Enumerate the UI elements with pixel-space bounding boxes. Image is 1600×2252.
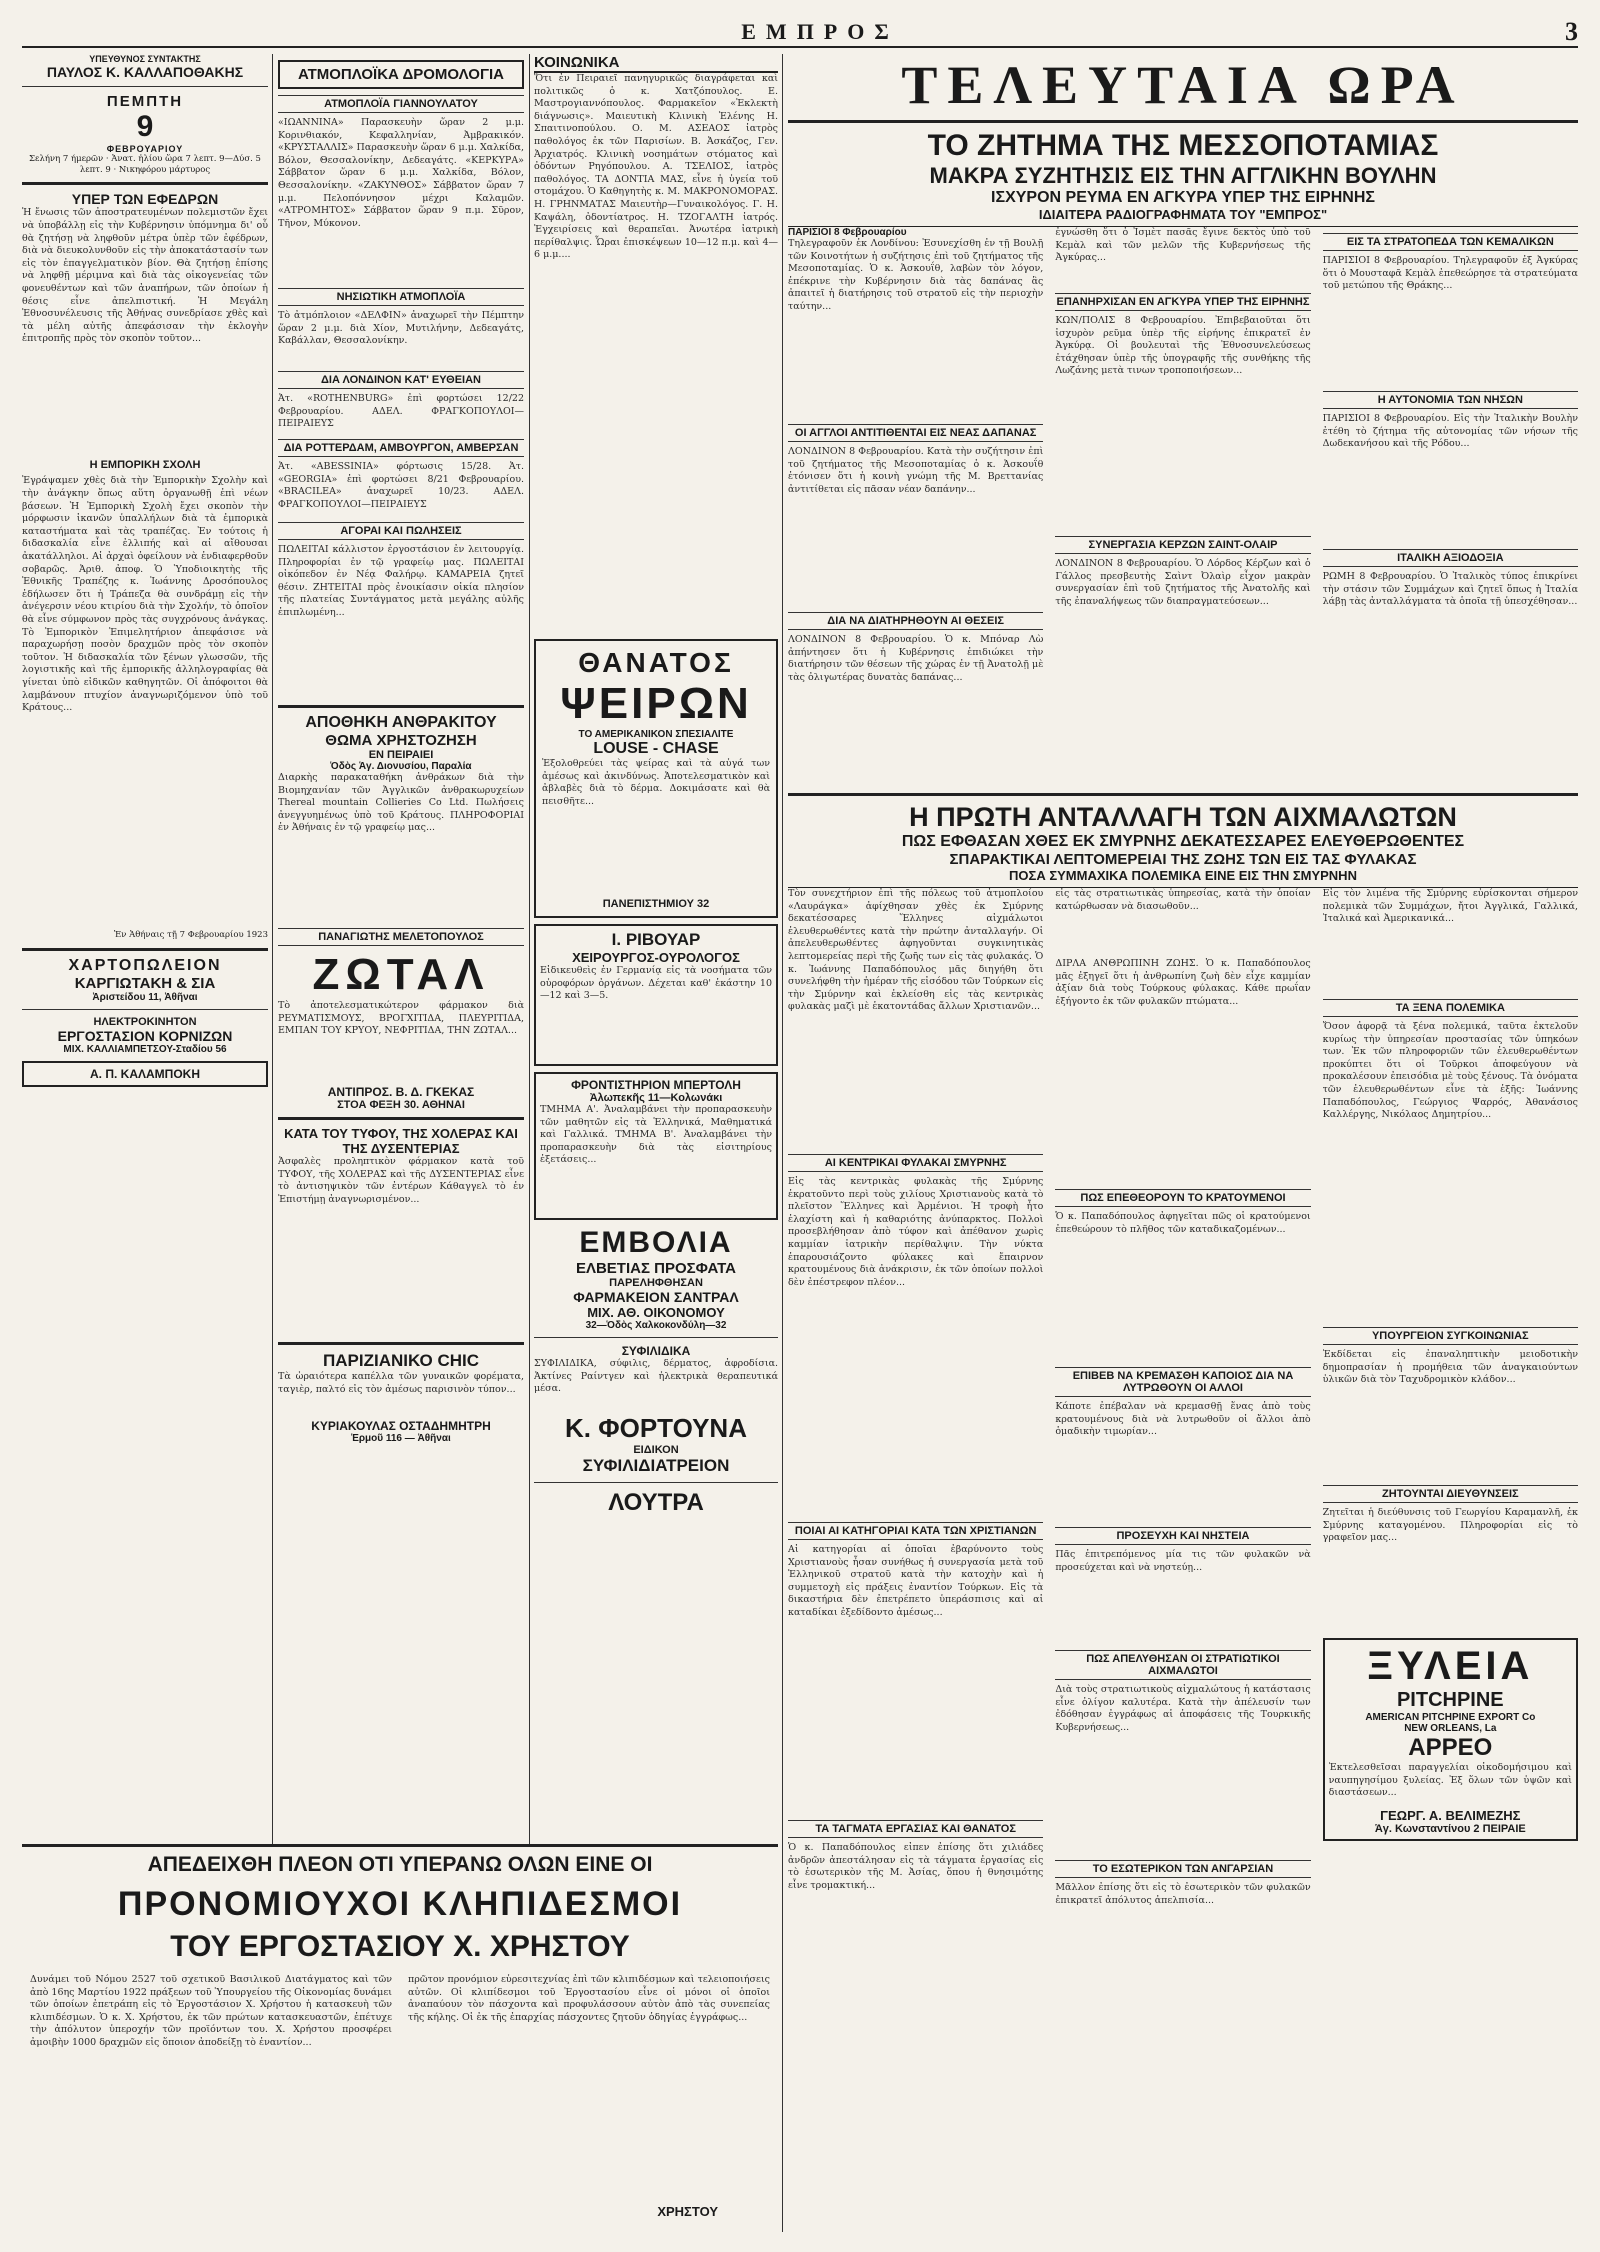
story2-b-intro: εἰς τὰς στρατιωτικὰς ὑπηρεσίας, κατὰ τὴν ὁποίαν κατώρθωσαν νὰ διασωθοῦν... [1055,888,1311,912]
news-b-body2: ΛΟΝΔΙΝΟΝ 8 Φεβρουαρίου. Ὁ Λόρδος Κέρζων καὶ ὁ Γάλλος πρεσβευτὴς Σαὶντ Ὀλαὶρ εἶχον μακρὰν συνεργασίαν ἐπὶ τοῦ ζητήματος τῆς Ἀνατολῆς καὶ τῆς ἐπαναλήψεως τῶν διαπραγματεύσεων... [1055,558,1311,607]
news-a-sub2: ΟΙ ΑΓΓΛΟΙ ΑΝΤΙΤΙΘΕΝΤΑΙ ΕΙΣ ΝΕΑΣ ΔΑΠΑΝΑΣ [788,424,1043,442]
story2-col-a [788,888,1043,2063]
story2-cols [788,888,1578,2063]
trade-text: ΠΩΛΕΙΤΑΙ κάλλιστον ἐργοστάσιον ἐν λειτουργίᾳ. Πληροφορίαι ἐν τῷ γραφείῳ μας. ΠΩΛΕΙΤΑΙ οἰκόπεδον ἐν Νέᾳ Φαλήρῳ. ΚΑΜΑΡΕΙΑ ζητεῖ θέσιν. ΖΗΤΕΙΤΑΙ πρὸς ἐνοικίασιν οἰκία πλησίον τῆς πλατείας Συντάγματος μετὰ μεγάλης αὐλῆς ἐπιπλωμένη... [278,544,524,618]
latest-news-cols [788,227,1578,787]
story2-col-b [1055,888,1310,2063]
news-b-sub2: ΣΥΝΕΡΓΑΣΙΑ ΚΕΡΖΩΝ ΣΑΙΝΤ-ΟΛΑΙΡ [1055,536,1310,554]
ad-doctor-name: Ι. ΡΙΒΟΥΑΡ [611,930,701,949]
shipping-title: ΑΤΜΟΠΛΟΪΚΑ ΔΡΟΜΟΛΟΓΙΑ [298,66,504,83]
story2-b-sub5: ΤΟ ΕΣΩΤΕΡΙΚΟΝ ΤΩΝ ΑΝΓΑΡΣΙΑΝ [1055,1860,1310,1878]
headline-4: ΙΔΙΑΙΤΕΡΑ ΡΑΔΙΟΓΡΑΦΗΜΑΤΑ ΤΟΥ "ΕΜΠΡΟΣ" [788,207,1578,227]
story2-c-sub3: ΖΗΤΟΥΝΤΑΙ ΔΙΕΥΘΥΝΣΕΙΣ [1323,1485,1578,1503]
news-c-sub2: Η ΑΥΤΟΝΟΜΙΑ ΤΩΝ ΝΗΣΩΝ [1323,391,1578,409]
story2-c-body2: Ἐκδίδεται εἰς ἐπαναληπτικὴν μειοδοτικὴν δημοπρασίαν ἡ προμήθεια τῶν ἀναγκαιούντων ὑλικῶν διὰ τὸν Ταχυδρομικὸν κλάδον... [1322,1349,1578,1386]
story2-h2: ΠΩΣ ΕΦΘΑΣΑΝ ΧΘΕΣ ΕΚ ΣΜΥΡΝΗΣ ΔΕΚΑΤΕΣΣΑΡΕΣ ΕΛΕΥΘΕΡΩΘΕΝΤΕΣ [901,833,1465,850]
ad-wood-name: ΓΕΩΡΓ. Α. ΒΕΛΙΜΕΖΗΣ [1380,1808,1521,1823]
ad-doctor-box [534,924,778,1066]
story2-h1: Η ΠΡΩΤΗ ΑΝΤΑΛΛΑΓΗ ΤΩΝ ΑΙΧΜΑΛΩΤΩΝ [909,802,1457,832]
ad-death-box [534,639,778,918]
ad-school-addr: Ἀλωπεκῆς 11—Κολωνάκι [589,1092,723,1104]
shipping-sub2: ΝΗΣΙΩΤΙΚΗ ΑΤΜΟΠΛΟΪΑ [278,288,524,306]
ad-zotal: ΖΩΤΑΛ [312,950,490,999]
ad-vacc-shop: ΦΑΡΜΑΚΕΙΟΝ ΣΑΝΤΡΑΛ [573,1289,739,1305]
section-body: Ἐγράψαμεν χθὲς διὰ τὴν Ἐμπορικὴν Σχολὴν καὶ τὴν ἀνάγκην ὅπως αὕτη ὀργανωθῇ ἐπὶ νέων βάσεων. Ἡ Ἐμπορικὴ Σχολὴ ἔχει σκοπὸν τὴν μόρφωσιν ἱκανῶν ὑπαλλήλων διὰ τὰ ἐμπορικὰ καταστήματα καὶ τὰς τραπέζας. Ἐν τούτοις ἡ διδασκαλία εἶνε ἐλλιπής καὶ αἱ αἴθουσαι ἀκατάλληλοι. Αἱ ἀρχαὶ ὀφείλουν νὰ ἐνδιαφερθοῦν σοβαρῶς. Ἀριθ. ἀποφ. Ὁ Ὑποδιοικητὴς τῆς Ἐθνικῆς Τραπέζης κ. Ἰωάννης Δροσόπουλος ἐδήλωσεν ὅτι ἡ Τράπεζα θὰ συνδράμῃ εἰς τὴν ἀνέγερσιν νέου κτιρίου διὰ τὴν Σχολήν, τὸ ὁποῖον θὰ εἶνε σύμφωνον πρὸς τὰς συγχρόνους ἀνάγκας. Τὸ Ἐμπορικὸν Ἐπιμελητήριον ἀπεφάσισε νὰ παραχωρήσῃ ποσὸν δραχμῶν πρὸς τὸν σκοπὸν τοῦτον. Ἡ διδασκαλία τῶν ξένων γλωσσῶν, τῆς λογιστικῆς καὶ τῆς ἐμπορικῆς ἀλληλογραφίας θὰ γίνεται ὑπὸ εἰδικῶν καθηγητῶν. Οἱ ἀπόφοιτοι θὰ λαμβάνουν πτυχίον ἀναγνωριζόμενον ὑπὸ τοῦ Κράτους... [22,475,268,714]
news-b-sub1: ΕΠΑΝΗΡΧΙΣΑΝ ΕΝ ΑΓΚΥΡΑ ΥΠΕΡ ΤΗΣ ΕΙΡΗΝΗΣ [1055,293,1310,311]
weekday: ΠΕΜΠΤΗ [106,93,184,110]
newspaper-name: ΕΜΠΡΟΣ [741,19,899,44]
ad-doctor-body: Εἰδικευθεὶς ἐν Γερμανίᾳ εἰς τὰ νοσήματα τῶν οὐροφόρων ὀργάνων. Δέχεται καθ' ἑκάστην 10—12 καὶ 3—5. [540,965,772,1002]
bottom-ad-text-left: Δυνάμει τοῦ Νόμου 2527 τοῦ σχετικοῦ Βασιλικοῦ Διατάγματος καὶ τῶν ἀπὸ 16ης Μαρτίου 1922 πράξεων τοῦ Ὑπουργείου τῆς Οἰκονομίας δυνάμει τῶν ὁποίων ἐπετράπη εἰς τὸ Ἐργοστάσιον Χ. Χρήστου ἡ κατασκευὴ τῶν κλιπιδέσμων. Ὁ κ. Χ. Χρήστου, ἐκ τῶν πρώτων κατασκευαστῶν, ἐπέτυχε τὴν ἀπόλυτον ὑπεροχήν τῶν προϊόντων του. Χ. Χρήστου προσφέρει ἀμοιβὴν 1000 δραχμῶν εἰς ὅποιον ἀποδείξῃ τὸ ἐναντίον... [30,1974,392,2048]
section-title: Η ΕΜΠΟΡΙΚΗ ΣΧΟΛΗ [89,459,201,472]
shipping-sub3: ΔΙΑ ΛΟΝΔΙΝΟΝ ΚΑΤ' ΕΥΘΕΙΑΝ [278,371,524,389]
ad-paper-name: ΚΑΡΓΙΩΤΑΚΗ & ΣΙΑ [74,974,216,992]
story2-a-sub1: ΑΙ ΚΕΝΤΡΙΚΑΙ ΦΥΛΑΚΑΙ ΣΜΥΡΝΗΣ [788,1154,1043,1172]
ad-fort-sub: ΕΙΔΙΚΟΝ [633,1444,679,1456]
ad-school-title: ΦΡΟΝΤΙΣΤΗΡΙΟΝ ΜΠΕΡΤΟΛΗ [571,1078,741,1092]
ad-paper-title: ΧΑΡΤΟΠΩΛΕΙΟΝ [68,956,222,974]
ad-coal-body: Διαρκὴς παρακαταθήκη ἀνθράκων διὰ τὴν Βιομηχανίαν τῶν Ἀγγλικῶν ἀνθρακωρυχείων Thereal mountain Collieries Co Ltd. Πωλήσεις ἀνεγγυημένως ὑπὸ τοῦ Κράτους. ΠΛΗΡΟΦΟΡΙΑΙ ἐν Ἀθήναις ἐν τῷ γραφείῳ μας... [278,772,524,834]
story2-b-body5: Μᾶλλον ἐπίσης ὅτι εἰς τὸ ἐσωτερικὸν τῶν φυλακῶν ἐπικρατεῖ ἀπόλυτος ἀπελπισία... [1055,1882,1311,1906]
story2-b-body4: Διὰ τοὺς στρατιωτικοὺς αἰχμαλώτους ἡ κατάστασις εἶνε ὀλίγον καλυτέρα. Κατὰ τὴν ἀπέλευσίν των ἐδόθησαν ἐγγράφως αἱ ἀποφάσεις τῆς Τουρκικῆς Κυβερνήσεως... [1055,1684,1311,1733]
ad-vacc-title: ΕΜΒΟΛΙΑ [579,1226,733,1259]
ad-wood-body: Ἐκτελεσθεῖσαι παραγγελίαι οἰκοδομήσιμου καὶ ναυπηγησίμου ξυλείας. Ἐξ ὅλων τῶν ὑψῶν καὶ διαστάσεων... [1328,1762,1572,1799]
ad-wood-sub: AMERICAN PITCHPINE EXPORT Co [1365,1712,1536,1723]
ad-death-big: ΨΕΙΡΩΝ [560,679,752,728]
shipping-box [278,60,524,89]
society-title: ΚΟΙΝΩΝΙΚΑ [534,54,778,73]
story2-a-sub3: ΤΑ ΤΑΓΜΑΤΑ ΕΡΓΑΣΙΑΣ ΚΑΙ ΘΑΝΑΤΟΣ [788,1820,1043,1838]
story2-a-body3: Ὁ κ. Παπαδόπουλος εἶπεν ἐπίσης ὅτι χιλιάδες ἀνδρῶν ἀπεστάλησαν εἰς τὰ τάγματα ἐργασίας εἰς τὸ ἐσωτερικὸν τῆς Μ. Ἀσίας, ὅπου ἡ θνησιμότης εἶνε τρομακτική... [788,1842,1044,1891]
ad-frames-title: ΗΛΕΚΤΡΟΚΙΝΗΤΟΝ [93,1015,197,1028]
ad-typhus-title: ΚΑΤΑ ΤΟΥ ΤΥΦΟΥ, ΤΗΣ ΧΟΛΕΡΑΣ ΚΑΙ ΤΗΣ ΔΥΣΕΝΤΕΡΙΑΣ [284,1126,518,1156]
ad-coal-place: ΕΝ ΠΕΙΡΑΙΕΙ [368,749,434,761]
bottom-ad [22,1844,778,2232]
ad-school-body: ΤΜΗΜΑ Α'. Ἀναλαμβάνει τὴν προπαρασκευὴν τῶν μαθητῶν εἰς τὰ Ἑλληνικά, Μαθηματικά καὶ Γαλλικά. ΤΜΗΜΑ Β'. Ἀναλαμβάνει τὴν προπαρασκευὴν διὰ τὰς εἰσιτηρίους ἐξετάσεις... [540,1104,772,1166]
news-c-sub1: ΕΙΣ ΤΑ ΣΤΡΑΤΟΠΕΔΑ ΤΩΝ ΚΕΜΑΛΙΚΩΝ [1323,233,1578,251]
editor-name: ΠΑΥΛΟΣ Κ. ΚΑΛΛΑΠΟΘΑΚΗΣ [46,64,244,80]
ad-vacc-sub2: ΠΑΡΕΛΗΦΘΗΣΑΝ [609,1277,703,1289]
story2-a-body2: Αἱ κατηγορίαι αἱ ὁποῖαι ἐβαρύνοντο τοὺς Χριστιανοὺς ἦσαν συνήθως ἡ συνεργασία μετὰ τοῦ Ἑλληνικοῦ στρατοῦ κατὰ τὴν κατοχὴν καὶ ἡ συμμετοχὴ εἰς πράξεις ἐναντίον Τούρκων. Εἰς τὰ δικαστήρια δὲν ἐπετρέπετο ὑπεράσπισις καὶ αἱ καταδίκαι ἐξεδίδοντο ἀμέσως... [788,1544,1044,1618]
ad-syph-title: ΣΥΦΙΛΙΔΙΚΑ [621,1344,691,1358]
news-b-intro: ἐγνώσθη ὅτι ὁ Ἰσμὲτ πασᾶς ἔγινε δεκτὸς ὑπὸ τοῦ Κεμὰλ καὶ τῶν μελῶν τῆς Κυβερνήσεως τῆς Ἀγκύρας... [1055,227,1311,264]
bottom-ad-text-right: πρῶτον προνόμιον εὑρεσιτεχνίας ἐπὶ τῶν κλιπιδέσμων καὶ τελειοποιήσεις αὐτῶν. Οἱ κλιπίδεσμοι τοῦ Ἐργοστασίου εἶνε οἱ μόνοι οἱ ὁποῖοι ἀναπαύουν τὸν πάσχοντα καὶ προφυλάσσουν αὐτὸν ἀπὸ τὰς συνεπείας τῆς κήλης. Οἱ ἐκ τῆς ἐπαρχίας πάσχοντες ζητοῦν ὁδηγίας ἐγγράφως... [408,1974,770,2023]
ad-vacc-sub: ΕΛΒΕΤΙΑΣ ΠΡΟΣΦΑΤΑ [575,1260,737,1277]
ad-fort-sub2: ΣΥΦΙΛΙΔΙΑΤΡΕΙΟΝ [582,1456,730,1475]
columns [22,54,1578,2232]
story2-b-body3: Πᾶς ἐπιτρεπόμενος μία τις τῶν φυλακῶν νὰ προσεύχεται καὶ νὰ νηστεύῃ... [1055,1549,1311,1573]
ad-death-title: ΘΑΝΑΤΟΣ [578,647,734,678]
ad-frames-name: ΕΡΓΟΣΤΑΣΙΟΝ ΚΟΡΝΙΖΩΝ [57,1027,233,1044]
story2-b-sub3: ΠΡΟΣΕΥΧΗ ΚΑΙ ΝΗΣΤΕΙΑ [1055,1527,1310,1545]
date-line: Ἐν Ἀθήναις τῇ 7 Φεβρουαρίου 1923 [113,930,268,941]
day: 9 [136,110,154,143]
month: ΦΕΒΡΟΥΑΡΙΟΥ [106,144,184,154]
ad-zotal-addr: ΣΤΟΑ ΦΕΞΗ 30. ΑΘΗΝΑΙ [337,1099,465,1111]
news-a-body: Τηλεγραφοῦν ἐκ Λονδίνου: Ἐσυνεχίσθη ἐν τῇ Βουλῇ τῶν Κοινοτήτων ἡ συζήτησις ἐπὶ τοῦ ζητήματος τῆς Μεσοποταμίας. Ὁ κ. Ἀσκουΐθ, λαβὼν τὸν λόγον, ἐπέκρινε τὴν Κυβέρνησιν διὰ τὰς δαπάνας ἃς ἀπαιτεῖ ἡ διατήρησις τοῦ στρατοῦ εἰς τὴν περιοχὴν ταύτην... [788,238,1044,312]
society-body: Ὅτι ἐν Πειραιεῖ πανηγυρικῶς διαγράφεται καὶ πολιτικῶς ὁ κ. Χατζόπουλος. Ε. Μαστρογιαννόπουλος. Φαρμακεῖον «Ἐκλεκτὴ διάγνωσις». Μαιευτικὴ Κλινικὴ Ἑλένης Η. Σπαιτινοπούλου. Ο. Μ. ΑΣΕΑΟΣ ἰατρὸς παθολόγος ἐκ τῶν Παρισίων. Β. Ἀσκάζος, Γεν. Ἀρχιατρός. Κλινικὴ νοσημάτων στόματος καὶ ὀδόντων Ρηγόπουλου. Α. ΤΣΕΛΙΟΣ, ἰατρὸς παθολόγος. ΤΑ ΔΟΝΤΙΑ ΜΑΣ, εἶνε ἡ ὑγεία τοῦ στομάχου. Ὁ Καθηγητὴς κ. Μ. ΜΑΚΡΟΝΟΜΟΡΑΣ. Η. ΓΡΗΝΜΑΤΑΣ Μαιευτὴρ—Γυναικολόγος. Γ. Η. Καψάλη, ὀδοντίατρος. Η. ΤΖΟΓΑΛΤΗ ἰατρός. Ἐγχειρίσεις καὶ θεραπεῖαι. Ἀνωτέρα ἰατρικὴ περίθαλψις. Ὧραι ἐπισκέψεων 10—12 π.μ. καὶ 4—6 μ.μ.... [534,73,778,261]
shipping-text-1: «ΙΩΑΝΝΙΝΑ» Παρασκευὴν ὥραν 2 μ.μ. Κορινθιακόν, Κεφαλληνίαν, Ἀμβρακικόν. «ΚΡΥΣΤΑΛΛΙΣ» Παρασκευὴν ὥραν 6 μ.μ. Χαλκίδα, Βόλον, Θεσσαλονίκην, Δεδεαγάτς. «ΚΕΡΚΥΡΑ» Σάββατον ὥραν 6 μ.μ. Χαλκίδα, Βόλον, Θεσσαλονίκην. «ΖΑΚΥΝΘΟΣ» Σάββατον ὥραν 7 μ.μ. Πελοπόννησον μέχρι Καλαμῶν. «ΑΤΡΟΜΗΤΟΣ» Σάββατον ὥραν 9 π.μ. Σῦρον, Τῆνον, Μύκονον. [278,117,524,229]
ad-wood-title: ΞΥΛΕΙΑ [1367,1644,1534,1688]
ad-chic-title: ΠΑΡΙΖΙΑΝΙΚΟ CHIC [323,1351,479,1370]
masthead [22,18,1578,48]
news-c-body2: ΠΑΡΙΣΙΟΙ 8 Φεβρουαρίου. Εἰς τὴν Ἰταλικὴν Βουλὴν ἐτέθη τὸ ζήτημα τῆς αὐτονομίας τῶν νήσων τῆς Δωδεκανήσου καὶ τῆς Ρόδου... [1322,413,1578,450]
ad-death-body: Ἐξολοθρεύει τὰς ψείρας καὶ τὰ αὐγά των ἀμέσως καὶ ἀκινδύνως. Ἀποτελεσματικὸν καὶ ἀβλαβὲς διὰ τὸ δέρμα. Δοκιμάσατε καὶ θὰ πεισθῆτε... [542,758,770,807]
headline-1: ΤΟ ΖΗΤΗΜΑ ΤΗΣ ΜΕΣΣΟΠΟΤΑΜΙΑΣ [927,129,1439,162]
bottom-ad-line3: ΤΟΥ ΕΡΓΟΣΤΑΣΙΟΥ Χ. ΧΡΗΣΤΟΥ [170,1930,630,1963]
page-number: 3 [1565,17,1578,46]
column-4 [788,54,1578,2232]
ad-death-addr: ΠΑΝΕΠΙΣΤΗΜΙΟΥ 32 [602,898,710,910]
ad-school-box [534,1072,778,1220]
story2-c-body1: Ὅσον ἀφορᾷ τὰ ξένα πολεμικά, ταῦτα ἐκτελοῦν κυρίως τὴν ὑπηρεσίαν προστασίας τῶν ὑπηκόων των. Ἐκ τῶν πληροφοριῶν τῶν ἐλευθερωθέντων προκύπτει ὅτι οἱ Τοῦρκοι ἀποφεύγουν νὰ προκαλέσουν ἐπεισόδια μὲ τοὺς ξένους. Τὰ ὀνόματα τῶν ἐλευθερωθέντων εἶνε τὰ ἑξῆς: Ἰωάννης Παπαδόπουλος, Γεώργιος Ψαρρός, Ἀθανάσιος Καλλέργης, Νικόλαος Δημητρίου... [1322,1021,1578,1121]
bottom-ad-line2: ΠΡΟΝΟΜΙΟΥΧΟΙ ΚΛΗΠΙΔΕΣΜΟΙ [117,1885,683,1923]
article-body: Ἡ ἔνωσις τῶν ἀποστρατευμένων πολεμιστῶν ἔχει νὰ ὑποβάλλῃ εἰς τὴν Κυβέρνησιν ὑπόμνημα δι' οὗ θὰ ζητήσῃ νὰ ληφθοῦν μέτρα ὑπὲρ τῶν ἐφέδρων, διὰ νὰ διευκολυνθοῦν εἰς τὴν ἀποκατάστασίν των εἰς τὸν ἐπαγγελματικὸν βίον. Θὰ ζητήσῃ ἐπίσης νὰ ληφθῇ μέριμνα καὶ διὰ τὰς οἰκογενείας τῶν φονευθέντων καὶ τῶν ἀναπήρων, τῶν ὁποίων ἡ θέσις εἶνε ἀπελπιστική. Ἡ Μεγάλη Ἐθνοσυνέλευσις τῆς Ἀθήνας συνεδρίασε χθὲς καὶ τὰ μέλη αὐτῆς ἀπεφάσισαν τὴν ἐκλογὴν ἐπιτροπῆς πρὸς τὸν σκοπὸν τοῦτον... [22,207,268,345]
ad-wood-city: NEW ORLEANS, La [1404,1723,1497,1734]
story2-b-body1: Ὁ κ. Παπαδόπουλος ἀφηγεῖται πῶς οἱ κρατούμενοι ἐπεθεώρουν τὸ πλῆθος τῶν καταδικαζομένων... [1055,1211,1311,1235]
story2-a-sub2: ΠΟΙΑΙ ΑΙ ΚΑΤΗΓΟΡΙΑΙ ΚΑΤΑ ΤΩΝ ΧΡΙΣΤΙΑΝΩΝ [788,1522,1043,1540]
ad-vacc-name: ΜΙΧ. ΑΘ. ΟΙΚΟΝΟΜΟΥ [587,1305,725,1320]
headline-2: ΜΑΚΡΑ ΣΥΖΗΤΗΣΙΣ ΕΙΣ ΤΗΝ ΑΓΓΛΙΚΗΝ ΒΟΥΛΗΝ [929,163,1437,188]
shipping-sub4: ΔΙΑ ΡΟΤΤΕΡΔΑΜ, ΑΜΒΟΥΡΓΟΝ, ΑΜΒΕΡΣΑΝ [278,439,524,457]
ad-wood-addr: Ἁγ. Κωνσταντίνου 2 ΠΕΙΡΑΙΕ [1374,1823,1526,1835]
ad-fort-title: Κ. ΦΟΡΤΟΥΝΑ [565,1413,747,1443]
news-col-a [788,227,1043,787]
almanac: Σελήνη 7 ήμερῶν · Ἀνατ. ἡλίου ὥρα 7 λεπτ. 9—Δύσ. 5 λεπτ. 9 · Νικηφόρου μάρτυρος [29,154,261,176]
ad-vacc-addr: 32—Ὁδὸς Χαλκοκονδύλη—32 [585,1320,727,1331]
shipping-text-3: Ἀτ. «ROTHENBURG» ἐπὶ φορτώσει 12/22 Φεβρουαρίου. ΑΔΕΛ. ΦΡΑΓΚΟΠΟΥΛΟΙ—ΠΕΙΡΑΙΕΥΣ [278,393,524,430]
news-col-b [1055,227,1310,787]
story2-a-intro: Τὸν συνεχτήριον ἐπὶ τῆς πόλεως τοῦ ἀτμοπλοίου «Λαυράγκα» ἀφίχθησαν χθὲς ἐκ Σμύρνης δεκατέσσαρες Ἕλληνες αἰχμάλωτοι ἐλευθερωθέντες κατὰ τὴν πρώτην ἀνταλλαγήν. Οἱ ἀπελευθερωθέντες ἀφηγοῦνται συγκινητικὰς λεπτομερείας περὶ τῆς ζωῆς των εἰς τὰς φυλακάς. Ὁ κ. Ἰωάννης Παπαδόπουλος μᾶς διηγήθη ὅτι συνελήφθη τὴν ἡμέραν τῆς εἰσόδου τῶν Τούρκων εἰς τὴν Σμύρνην καὶ ἐκλείσθη εἰς τὰς κεντρικὰς φυλακὰς μαζὶ μὲ ἑκατοντάδας ἄλλων Χριστιανῶν... [788,888,1044,1013]
ad-chic-body: Τὰ ὡραιότερα καπέλλα τῶν γυναικῶν φορέματα, ταγιὲρ, παλτό εἰς τὸν ἀμέσως παρισινὸν τύπον... [278,1371,524,1395]
ad-zotal-seller: ΑΝΤΙΠΡΟΣ. Β. Δ. ΓΚΕΚΑΣ [327,1085,475,1099]
news-a-body3: ΛΟΝΔΙΝΟΝ 8 Φεβρουαρίου. Ὁ κ. Μπόναρ Λὼ ἀπήντησεν ὅτι ἡ Κυβέρνησις ἐπιδιώκει τὴν διατήρησιν τῶν θέσεων τῆς χώρας ἐν τῇ Ἀνατολῇ μὲ τὰς ὀλιγωτέρας δυνατὰς δαπάνας... [788,634,1044,683]
story2-c-body3: Ζητεῖται ἡ διεύθυνσις τοῦ Γεωργίου Καραμανλῆ, ἐκ Σμύρνης καταγομένου. Πληροφορίαι εἰς τὸ γραφεῖον μας... [1322,1507,1578,1544]
news-b-body: ΚΩΝ/ΠΟΛΙΣ 8 Φεβρουαρίου. Ἐπιβεβαιοῦται ὅτι ἰσχυρὸν ρεῦμα ὑπὲρ τῆς εἰρήνης ἐπικρατεῖ ἐν Ἀγκύρᾳ. Οἱ βουλευταὶ τῆς Ἐθνοσυνελεύσεως ἐτάχθησαν ὑπὲρ τῆς ὑπογραφῆς τῆς συνθήκης τῆς Λωζάνης μετὰ τινων τροποποιήσεων... [1055,315,1311,377]
ad-wood-box [1323,1638,1578,1841]
ad-frames-addr: ΜΙΧ. ΚΑΛΛΙΑΜΠΕΤΣΟΥ-Σταδίου 56 [63,1043,227,1055]
story2-b-body2: Κάποτε ἐπέβαλαν νὰ κρεμασθῇ ἕνας ἀπὸ τοὺς κρατουμένους διὰ νὰ λυτρωθοῦν οἱ ἄλλοι ἀπὸ ὁμαδικὴν τιμωρίαν... [1055,1401,1311,1438]
latest-banner-wrap [788,54,1578,123]
ad-coal-title: ΑΠΟΘΗΚΗ ΑΝΘΡΑΚΙΤΟΥ [305,714,497,731]
story2-h3: ΣΠΑΡΑΚΤΙΚΑΙ ΛΕΠΤΟΜΕΡΕΙΑΙ ΤΗΣ ΖΩΗΣ ΤΩΝ ΕΙΣ ΤΑΣ ΦΥΛΑΚΑΣ [949,851,1417,868]
ad-bath-title: ΛΟΥΤΡΑ [608,1489,704,1516]
bottom-ad-body [22,1974,778,2204]
ad-chic-name: ΚΥΡΙΑΚΟΥΛΑΣ ΟΣΤΑΔΗΜΗΤΡΗ [311,1419,491,1433]
ad-zotal-body: Τὸ ἀποτελεσματικώτερον φάρμακον διὰ ΡΕΥΜΑΤΙΣΜΟΥΣ, ΒΡΟΓΧΙΤΙΔΑ, ΠΛΕΥΡΙΤΙΔΑ, ΕΜΠΑΝ ΤΟΥ ΚΡΥΟΥ, ΝΕΦΡΙΤΙΔΑ, ΤΗΝ ΖΩΤΑΛ... [278,1000,524,1037]
story2-h4: ΠΟΣΑ ΣΥΜΜΑΧΙΚΑ ΠΟΛΕΜΙΚΑ ΕΙΝΕ ΕΙΣ ΤΗΝ ΣΜΥΡΝΗΝ [788,868,1578,888]
story2-c-sub1: ΤΑ ΞΕΝΑ ΠΟΛΕΜΙΚΑ [1323,999,1578,1017]
ad-kalampokis [22,1061,268,1087]
ad-wood-brand2: ΑΡΡΕΟ [1408,1734,1493,1761]
ad-typhus-body: Ἀσφαλὲς προληπτικὸν φάρμακον κατὰ τοῦ ΤΥΦΟΥ, τῆς ΧΟΛΕΡΑΣ καὶ τῆς ΔΥΣΕΝΤΕΡΙΑΣ εἶνε τὸ ἀντισηψικὸν τῶν ἐντέρων Κάθαγγελ τὸ ἐν Ἐπιστήμῃ ἀναγνωρισμένον... [278,1156,524,1205]
ad-paper-addr: Ἀριστείδου 11, Ἀθῆναι [92,991,198,1003]
ad-wood-brand: PITCHPINE [1396,1689,1504,1711]
ad-death-sub: ΤΟ ΑΜΕΡΙΚΑΝΙΚΟΝ ΣΠΕΣΙΑΛΙΤΕ [578,729,734,740]
editor-label: ΥΠΕΥΘΥΝΟΣ ΣΥΝΤΑΚΤΗΣ [89,54,201,64]
bottom-ad-sign: ΧΡΗΣΤΟΥ [657,2204,718,2219]
ad-death-brand: LOUSE - CHASE [593,740,719,757]
story2-c-intro: Εἰς τὸν λιμένα τῆς Σμύρνης εὑρίσκονται σήμερον πολεμικὰ τῶν Συμμάχων, ἤτοι Ἀγγλικά, Γαλλικά, Ἰταλικά καὶ Ἀμερικανικά... [1322,888,1578,925]
ad-chic-addr: Ἑρμοῦ 116 — Ἀθῆναι [351,1433,451,1444]
shipping-text-4: Ἀτ. «ABESSINIA» φόρτωσις 15/28. Ἀτ. «GEORGIA» ἐπὶ φορτώσει 8/21 Φεβρουαρίου. «BRACILEA» ἀναχωρεῖ 10/23. ΑΔΕΛ. ΦΡΑΓΚΟΠΟΥΛΟΙ—ΠΕΙΡΑΙΕΥΣ [278,461,524,510]
ad-coal-addr: Ὁδὸς Ἁγ. Διονυσίου, Παραλία [330,761,472,772]
news-col-c [1323,227,1578,787]
news-a-sub3: ΔΙΑ ΝΑ ΔΙΑΤΗΡΗΘΟΥΝ ΑΙ ΘΕΣΕΙΣ [788,612,1043,630]
story2-a-body1: Εἰς τὰς κεντρικὰς φυλακὰς τῆς Σμύρνης ἐκρατοῦντο περὶ τοὺς χιλίους Χριστιανοὺς κατὰ τὸ πλεῖστον Ἕλληνες καὶ Ἀρμένιοι. Ἡ τροφὴ ἦτο ἐλαχίστη καὶ ἡ καθαριότης ἀνύπαρκτος. Πολλοὶ προσεβλήθησαν ἀπὸ τύφον καὶ ἀπέθανον χωρὶς καμμίαν ἰατρικὴν περίθαλψιν. Τὴν νύκτα ἐπαρουσιάζοντο φύλακες καὶ ἔπαιρνον κρατουμένους διὰ ἀνάκρισιν, ἐκ τῶν ὁποίων πολλοὶ δὲν ἐπέστρεφον πλέον... [788,1176,1044,1288]
story2-b-sub2: ΕΠΙΒΕΒ ΝΑ ΚΡΕΜΑΣΘΗ ΚΑΠΟΙΟΣ ΔΙΑ ΝΑ ΛΥΤΡΩΘΟΥΝ ΟΙ ΑΛΛΟΙ [1055,1367,1310,1397]
ad-coal-owner: ΘΩΜΑ ΧΡΗΣΤΟΖΗΣΗ [325,732,477,749]
story2-b-sub1: ΠΩΣ ΕΠΕΘΕΟΡΟΥΝ ΤΟ ΚΡΑΤΟΥΜΕΝΟΙ [1055,1189,1310,1207]
ad-doctor-sub: ΧΕΙΡΟΥΡΓΟΣ-ΟΥΡΟΛΟΓΟΣ [572,950,740,965]
headline-3: ΙΣΧΥΡΟΝ ΡΕΥΜΑ ΕΝ ΑΓΚΥΡΑ ΥΠΕΡ ΤΗΣ ΕΙΡΗΝΗΣ [991,189,1375,206]
news-a-body2: ΛΟΝΔΙΝΟΝ 8 Φεβρουαρίου. Κατὰ τὴν συζήτησιν ἐπὶ τοῦ ζητήματος τῆς Μεσοποταμίας ὁ κ. Ἀσκουΐθ ἐτόνισεν ὅτι ἡ κοινὴ γνώμη τῆς Μ. Βρεττανίας ἀντιτίθεται εἰς πᾶσαν νέαν δαπάνην... [788,446,1044,495]
article-title: ΥΠΕΡ ΤΩΝ ΕΦΕΔΡΩΝ [71,191,219,208]
news-c-body3: ΡΩΜΗ 8 Φεβρουαρίου. Ὁ Ἰταλικὸς τύπος ἐπικρίνει τὴν στάσιν τῶν Συμμάχων καὶ ζητεῖ ὅπως ἡ Ἰταλία λάβῃ τὰς ἀνταλλάγματα τὰ ὁποῖα τῇ ὑπεσχέθησαν... [1322,571,1578,608]
news-a-dateline: ΠΑΡΙΣΙΟΙ 8 Φεβρουαρίου [788,227,907,238]
ad-syph-body: ΣΥΦΙΛΙΔΙΚΑ, σύφιλις, δέρματος, ἀφροδίσια. Ἀκτίνες Ραίντγεν καὶ ἠλεκτρικὰ θεραπευτικά μέσα. [534,1358,778,1395]
story2-b-body0: ΔΙΡΛΑ ΑΝΘΡΩΠΙΝΗ ΖΩΗΣ. Ὁ κ. Παπαδόπουλος μᾶς ἐξηγεῖ ὅτι ἡ ἀνθρωπίνη ζωὴ δὲν εἶχε καμμίαν ἀξίαν διὰ τοὺς Τούρκους φύλακας. Κάθε πρωΐαν ἐξήγοντο ἐκ τῶν φυλακῶν πτώματα... [1055,958,1311,1007]
news-c-sub3: ΙΤΑΛΙΚΗ ΑΞΙΟΔΟΞΙΑ [1323,549,1578,567]
bottom-ad-line1: ΑΠΕΔΕΙΧΘΗ ΠΛΕΟΝ ΟΤΙ ΥΠΕΡΑΝΩ ΟΛΩΝ ΕΙΝΕ ΟΙ [147,1853,653,1876]
latest-banner: ΤΕΛΕΥΤΑΙΑ ΩΡΑ [901,55,1465,115]
shipping-sub1: ΑΤΜΟΠΛΟΪΑ ΓΙΑΝΝΟΥΛΑΤΟΥ [278,95,524,113]
news-c-body: ΠΑΡΙΣΙΟΙ 8 Φεβρουαρίου. Τηλεγραφοῦν ἐξ Ἀγκύρας ὅτι ὁ Μουσταφᾶ Κεμὰλ ἐπεθεώρησε τὰ στρατεύματα τοῦ μετώπου τῆς Θράκης... [1322,255,1578,292]
ad-pan-title: ΠΑΝΑΓΙΩΤΗΣ ΜΕΛΕΤΟΠΟΥΛΟΣ [278,928,524,946]
ad-kalampokis-name: Α. Π. ΚΑΛΑΜΠΟΚΗ [90,1066,200,1081]
story2-b-sub4: ΠΩΣ ΑΠΕΛΥΘΗΣΑΝ ΟΙ ΣΤΡΑΤΙΩΤΙΚΟΙ ΑΙΧΜΑΛΩΤΟΙ [1055,1650,1310,1680]
story2-c-sub2: ΥΠΟΥΡΓΕΙΟΝ ΣΥΓΚΟΙΝΩΝΙΑΣ [1323,1327,1578,1345]
shipping-text-2: Τὸ ἀτμόπλοιον «ΔΕΛΦΙΝ» ἀναχωρεῖ τὴν Πέμπτην ὥραν 2 μ.μ. διὰ Χίον, Μυτιλήνην, Δεδεαγάτς, Καβάλλαν, Θεσσαλονίκην. [278,310,524,347]
shipping-sub5: ΑΓΟΡΑΙ ΚΑΙ ΠΩΛΗΣΕΙΣ [278,522,524,540]
story2-col-c [1323,888,1578,2063]
